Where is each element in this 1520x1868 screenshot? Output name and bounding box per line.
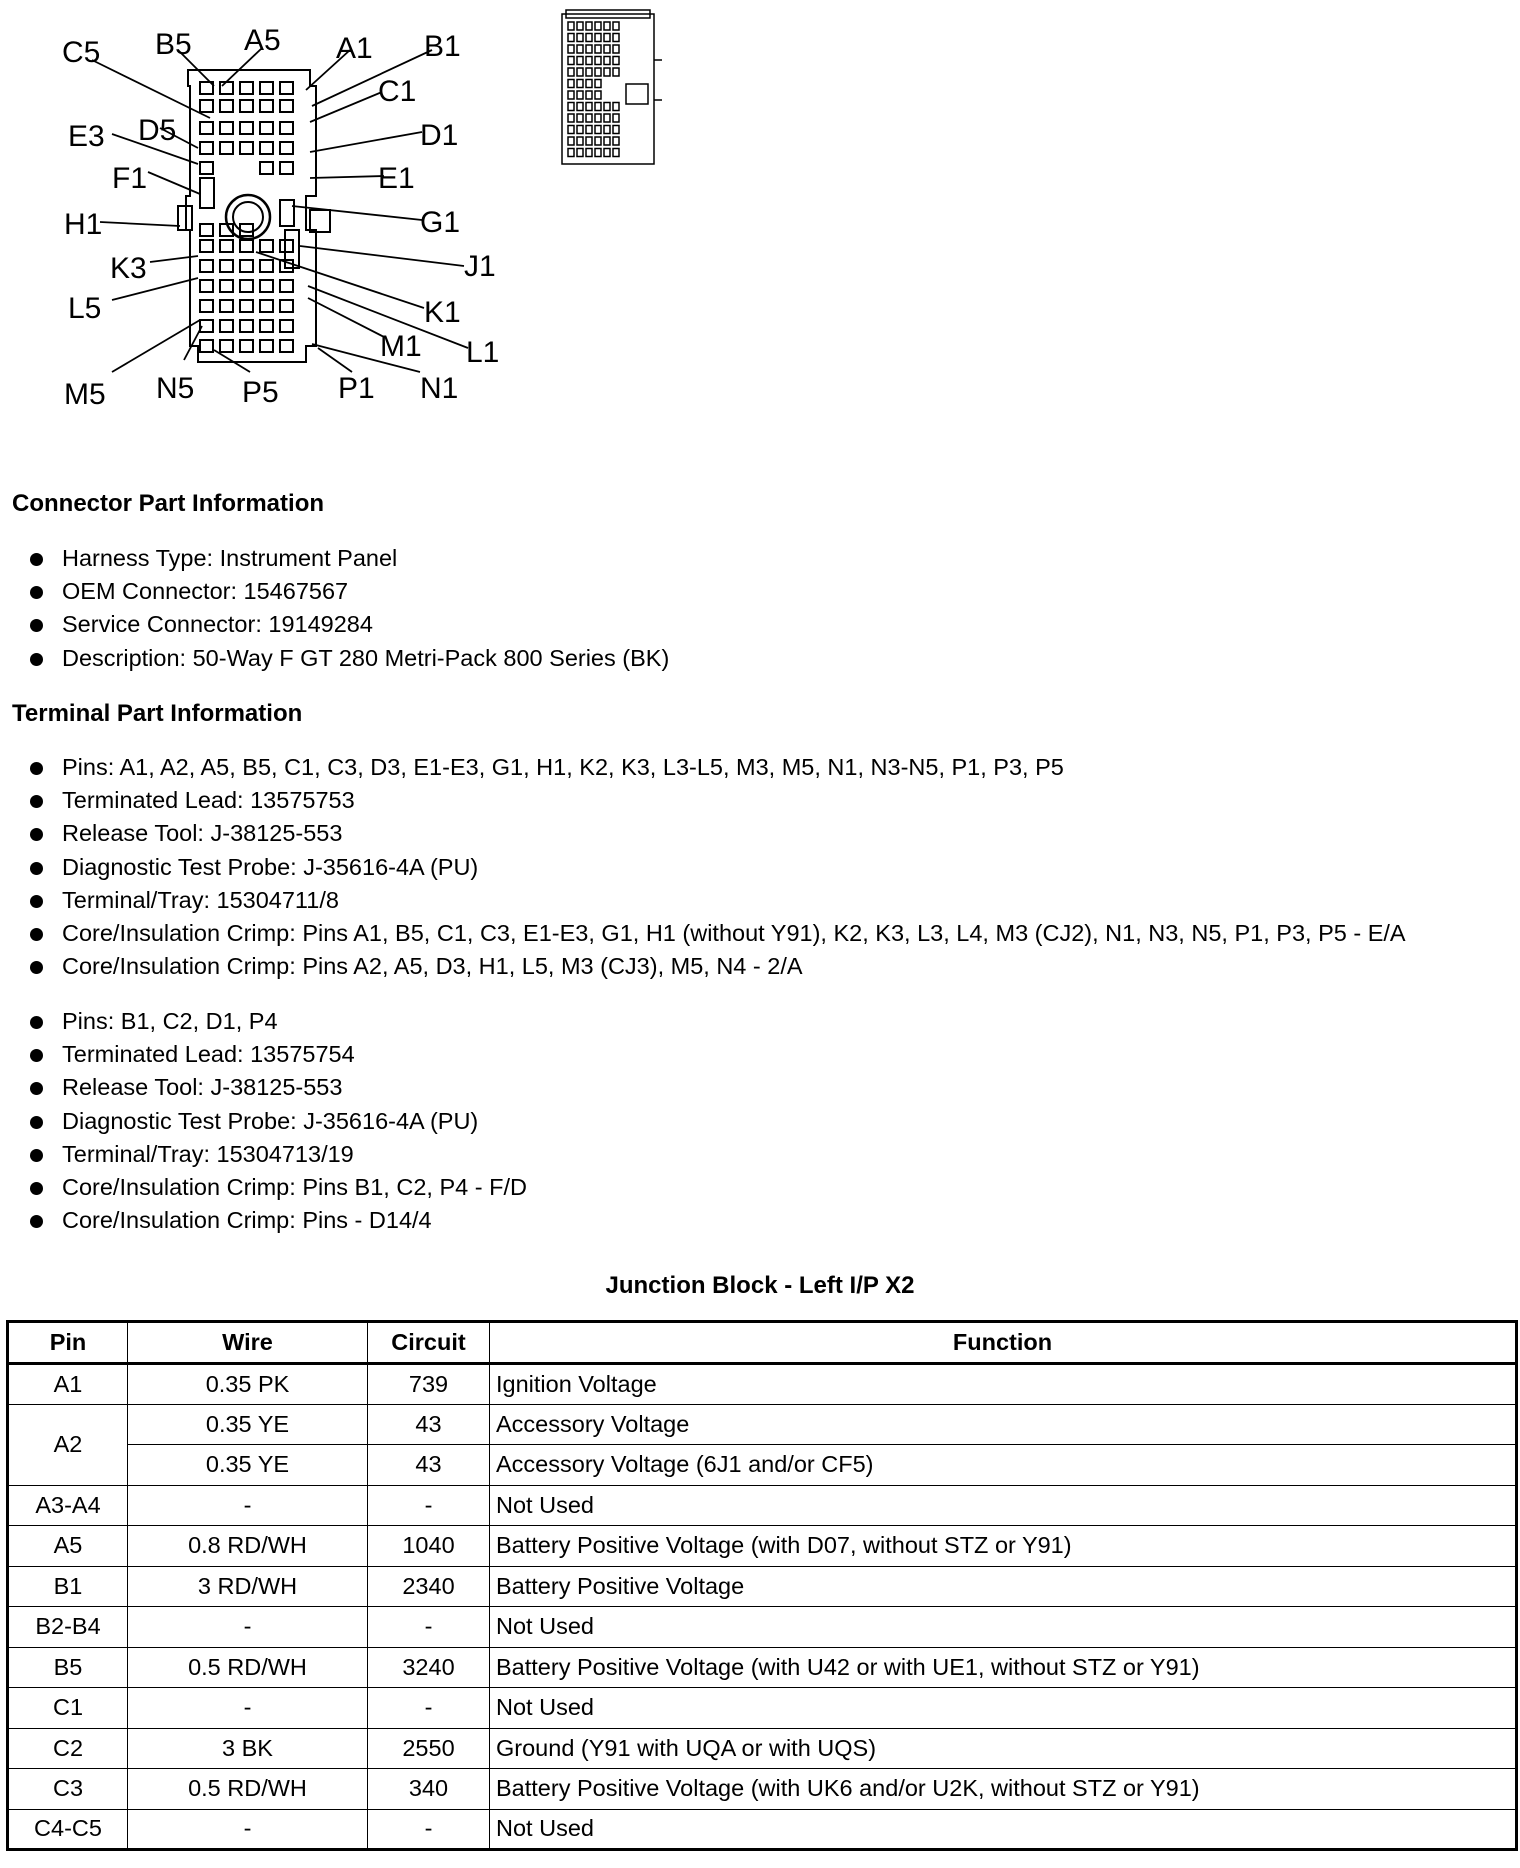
cell-function: Battery Positive Voltage (with UK6 and/or U2K, without STZ or Y91) [490, 1769, 1517, 1810]
cell-pin: C1 [8, 1688, 128, 1729]
list-item: Terminal/Tray: 15304711/8 [30, 884, 1406, 917]
terminal-cell [280, 162, 293, 174]
cell-function: Ground (Y91 with UQA or with UQS) [490, 1728, 1517, 1769]
terminal-cell [280, 280, 293, 292]
pin-label: L1 [466, 336, 500, 369]
thumb-cell [595, 137, 601, 145]
cell-pin: A3-A4 [8, 1485, 128, 1526]
cell-pin: A1 [8, 1364, 128, 1405]
thumb-cell [604, 137, 610, 145]
terminal-cell [220, 340, 233, 352]
table-title: Junction Block - Left I/P X2 [605, 1272, 915, 1299]
cell-wire: 0.35 YE [128, 1404, 368, 1445]
thumb-cell [613, 103, 619, 111]
thumb-cell [568, 103, 574, 111]
terminal-cell [220, 260, 233, 272]
table-row [8, 1566, 1517, 1607]
terminal-cell [220, 122, 233, 134]
cell-wire: - [128, 1809, 368, 1850]
terminal-cell [280, 300, 293, 312]
pin-label: K1 [424, 296, 461, 329]
header-circuit: Circuit [368, 1322, 490, 1364]
pin-label: A5 [244, 24, 281, 57]
terminal-cell [240, 300, 253, 312]
thumb-cell [577, 103, 583, 111]
pin-label: E1 [378, 162, 415, 195]
thumb-cell [568, 34, 574, 42]
thumb-cell [577, 80, 583, 88]
cell-wire: 0.5 RD/WH [128, 1769, 368, 1810]
pin-label: D5 [138, 114, 177, 147]
cell-wire: 3 RD/WH [128, 1566, 368, 1607]
thumb-cell [568, 57, 574, 65]
thumb-cell [586, 149, 592, 157]
pin-label: H1 [64, 208, 103, 241]
terminal-cell [280, 240, 293, 252]
thumb-cell [595, 57, 601, 65]
terminal-cell [260, 300, 273, 312]
thumb-cell [604, 103, 610, 111]
thumb-cell [577, 114, 583, 122]
thumb-cell [595, 45, 601, 53]
pin-label: N1 [420, 372, 459, 405]
cell-pin: C3 [8, 1769, 128, 1810]
connector-side-view [562, 10, 662, 164]
thumb-cell [586, 45, 592, 53]
cell-circuit: 3240 [368, 1647, 490, 1688]
thumb-cell [604, 57, 610, 65]
table-row [8, 1404, 1517, 1445]
pin-label: E3 [68, 120, 105, 153]
terminal-cell [220, 280, 233, 292]
thumb-cell [604, 149, 610, 157]
cell-circuit: 2340 [368, 1566, 490, 1607]
table-header-row [8, 1322, 1517, 1364]
terminal-cell [280, 142, 293, 154]
terminal-cell [200, 260, 213, 272]
list-item: Core/Insulation Crimp: Pins A2, A5, D3, H1, L5, M3 (CJ3), M5, N4 - 2/A [30, 950, 1406, 983]
terminal-cell [240, 100, 253, 112]
list-item: Terminated Lead: 13575754 [30, 1038, 527, 1071]
cell-function: Battery Positive Voltage (with U42 or with UE1, without STZ or Y91) [490, 1647, 1517, 1688]
terminal-cell [240, 240, 253, 252]
pin-label: N5 [156, 372, 195, 405]
thumb-cell [586, 34, 592, 42]
table-row [8, 1364, 1517, 1405]
cell-function: Not Used [490, 1607, 1517, 1648]
terminal-cell [260, 162, 273, 174]
terminal-cell [200, 340, 213, 352]
terminal-cell [220, 300, 233, 312]
terminal-cell [260, 340, 273, 352]
cell-wire: - [128, 1607, 368, 1648]
list-item: OEM Connector: 15467567 [30, 575, 669, 608]
terminal-cell [280, 320, 293, 332]
terminal-cell [200, 100, 213, 112]
list-item: Diagnostic Test Probe: J-35616-4A (PU) [30, 1105, 527, 1138]
pin-label: A1 [336, 32, 373, 65]
thumb-cell [568, 22, 574, 30]
cell-function: Accessory Voltage (6J1 and/or CF5) [490, 1445, 1517, 1486]
cell-pin: B2-B4 [8, 1607, 128, 1648]
cell-pin: A2 [8, 1404, 128, 1485]
cell-function: Not Used [490, 1688, 1517, 1729]
terminal-cell [260, 260, 273, 272]
table-row [8, 1445, 1517, 1486]
table-row [8, 1647, 1517, 1688]
list-item: Release Tool: J-38125-553 [30, 817, 1406, 850]
thumb-cell [568, 91, 574, 99]
thumb-cell [586, 114, 592, 122]
cell-pin: C4-C5 [8, 1809, 128, 1850]
thumb-cell [586, 57, 592, 65]
thumb-cell [577, 57, 583, 65]
terminal-cell [220, 82, 233, 94]
list-item: Pins: B1, C2, D1, P4 [30, 1005, 527, 1038]
terminal-cell [240, 280, 253, 292]
cell-function: Not Used [490, 1485, 1517, 1526]
cell-wire: 0.8 RD/WH [128, 1526, 368, 1567]
cell-wire: - [128, 1485, 368, 1526]
cell-function: Not Used [490, 1809, 1517, 1850]
thumb-cell [613, 114, 619, 122]
cell-circuit: 2550 [368, 1728, 490, 1769]
list-item: Core/Insulation Crimp: Pins B1, C2, P4 - F/D [30, 1171, 527, 1204]
list-item: Diagnostic Test Probe: J-35616-4A (PU) [30, 851, 1406, 884]
cell-wire: 3 BK [128, 1728, 368, 1769]
thumb-cell [586, 68, 592, 76]
thumb-cell [613, 149, 619, 157]
cell-wire: 0.5 RD/WH [128, 1647, 368, 1688]
table-row [8, 1607, 1517, 1648]
terminal-cell [200, 224, 213, 236]
terminal-cell [220, 142, 233, 154]
list-item: Terminal/Tray: 15304713/19 [30, 1138, 527, 1171]
list-item: Service Connector: 19149284 [30, 608, 669, 641]
header-function: Function [490, 1322, 1517, 1364]
thumb-cell [595, 68, 601, 76]
cell-circuit: - [368, 1607, 490, 1648]
thumb-cell [577, 91, 583, 99]
thumb-cell [604, 114, 610, 122]
cell-function: Ignition Voltage [490, 1364, 1517, 1405]
terminal-info-group-1 [30, 751, 1406, 983]
thumb-cell [613, 45, 619, 53]
pin-label: F1 [112, 162, 148, 195]
terminal-cell [200, 162, 213, 174]
terminal-cell [200, 122, 213, 134]
thumb-cell [568, 137, 574, 145]
cell-circuit: 1040 [368, 1526, 490, 1567]
terminal-cell [240, 122, 253, 134]
pin-label: L5 [68, 292, 102, 325]
terminal-info-group-2 [30, 1005, 527, 1237]
thumb-cell [586, 137, 592, 145]
thumb-cell [586, 80, 592, 88]
terminal-cell [260, 142, 273, 154]
cell-pin: A5 [8, 1526, 128, 1567]
pin-label: D1 [420, 119, 459, 152]
cell-circuit: - [368, 1688, 490, 1729]
thumb-cell [595, 103, 601, 111]
terminal-cell [240, 260, 253, 272]
pin-label: B5 [155, 28, 192, 61]
thumb-cell [577, 22, 583, 30]
terminal-cell [240, 82, 253, 94]
thumb-cell [586, 103, 592, 111]
thumb-cell [604, 45, 610, 53]
pin-label: P5 [242, 376, 279, 409]
cell-circuit: 340 [368, 1769, 490, 1810]
table-row [8, 1809, 1517, 1850]
cell-pin: B5 [8, 1647, 128, 1688]
table-row [8, 1526, 1517, 1567]
terminal-cell [280, 100, 293, 112]
thumb-cell [568, 68, 574, 76]
terminal-cell [260, 320, 273, 332]
thumb-cell [568, 149, 574, 157]
terminal-cell [200, 240, 213, 252]
terminal-cell [200, 142, 213, 154]
cell-pin: C2 [8, 1728, 128, 1769]
thumb-cell [613, 22, 619, 30]
cell-function: Accessory Voltage [490, 1404, 1517, 1445]
terminal-info-title: Terminal Part Information [12, 700, 303, 727]
thumb-cell [586, 126, 592, 134]
pin-label: C5 [62, 36, 101, 69]
list-item: Pins: A1, A2, A5, B5, C1, C3, D3, E1-E3, G1, H1, K2, K3, L3-L5, M3, M5, N1, N3-N5, P1, P3, P5 [30, 751, 1406, 784]
cell-pin: B1 [8, 1566, 128, 1607]
thumb-cell [568, 45, 574, 53]
list-item: Core/Insulation Crimp: Pins A1, B5, C1, C3, E1-E3, G1, H1 (without Y91), K2, K3, L3, L4, M3 (CJ2), N1, N3, N5, P1, P3, P5 - E/A [30, 917, 1406, 950]
list-item: Harness Type: Instrument Panel [30, 542, 669, 575]
list-item: Terminated Lead: 13575753 [30, 784, 1406, 817]
thumb-cell [604, 68, 610, 76]
thumb-cell [568, 126, 574, 134]
thumb-cell [577, 149, 583, 157]
header-pin: Pin [8, 1322, 128, 1364]
cell-wire: 0.35 PK [128, 1364, 368, 1405]
table-row [8, 1485, 1517, 1526]
thumb-cell [595, 34, 601, 42]
terminal-cell [280, 340, 293, 352]
pin-label: M5 [64, 378, 106, 411]
cell-wire: - [128, 1688, 368, 1729]
thumb-cell [613, 68, 619, 76]
terminal-cell [260, 82, 273, 94]
thumb-cell [577, 126, 583, 134]
thumb-cell [568, 114, 574, 122]
terminal-cell [220, 100, 233, 112]
table-row [8, 1769, 1517, 1810]
thumb-cell [568, 80, 574, 88]
thumb-cell [604, 22, 610, 30]
pinout-table [6, 1320, 1518, 1851]
cell-circuit: 43 [368, 1445, 490, 1486]
cell-function: Battery Positive Voltage [490, 1566, 1517, 1607]
terminal-cell [260, 100, 273, 112]
header-wire: Wire [128, 1322, 368, 1364]
thumb-cell [577, 68, 583, 76]
terminal-cell [280, 122, 293, 134]
thumb-cell [586, 22, 592, 30]
thumb-cell [595, 149, 601, 157]
thumb-cell [604, 34, 610, 42]
terminal-cell [240, 142, 253, 154]
connector-outline [186, 70, 316, 362]
terminal-cell [220, 240, 233, 252]
thumb-cell [577, 45, 583, 53]
connector-info-list [30, 542, 669, 675]
thumb-cell [595, 22, 601, 30]
terminal-cell [280, 82, 293, 94]
terminal-cell [220, 320, 233, 332]
thumb-cell [595, 80, 601, 88]
thumb-cell [613, 126, 619, 134]
thumb-cell [604, 126, 610, 134]
thumb-cell [613, 34, 619, 42]
thumb-cell [586, 91, 592, 99]
pin-label: B1 [424, 30, 461, 63]
pin-label: J1 [464, 250, 496, 283]
pin-label: K3 [110, 252, 147, 285]
pin-label: P1 [338, 372, 375, 405]
cell-circuit: - [368, 1485, 490, 1526]
terminal-cell [240, 320, 253, 332]
cell-circuit: 43 [368, 1404, 490, 1445]
connector-diagram [0, 0, 1520, 430]
cell-circuit: - [368, 1809, 490, 1850]
thumb-cell [595, 91, 601, 99]
connector-info-title: Connector Part Information [12, 490, 325, 517]
cell-wire: 0.35 YE [128, 1445, 368, 1486]
table-row [8, 1728, 1517, 1769]
terminal-cell [260, 240, 273, 252]
thumb-cell [577, 137, 583, 145]
thumb-cell [613, 57, 619, 65]
cell-circuit: 739 [368, 1364, 490, 1405]
thumb-cell [613, 137, 619, 145]
table-row [8, 1688, 1517, 1729]
terminal-cell [200, 300, 213, 312]
list-item: Description: 50-Way F GT 280 Metri-Pack 800 Series (BK) [30, 642, 669, 675]
terminal-cell [240, 340, 253, 352]
thumb-cell [595, 114, 601, 122]
terminal-cell [260, 280, 273, 292]
thumb-cell [595, 126, 601, 134]
pin-label: C1 [378, 75, 417, 108]
list-item: Core/Insulation Crimp: Pins - D14/4 [30, 1204, 527, 1237]
pin-label: M1 [380, 330, 422, 363]
list-item: Release Tool: J-38125-553 [30, 1071, 527, 1104]
thumb-cell [577, 34, 583, 42]
cell-function: Battery Positive Voltage (with D07, without STZ or Y91) [490, 1526, 1517, 1567]
pin-label: G1 [420, 206, 461, 239]
terminal-cell [200, 280, 213, 292]
terminal-cell [260, 122, 273, 134]
